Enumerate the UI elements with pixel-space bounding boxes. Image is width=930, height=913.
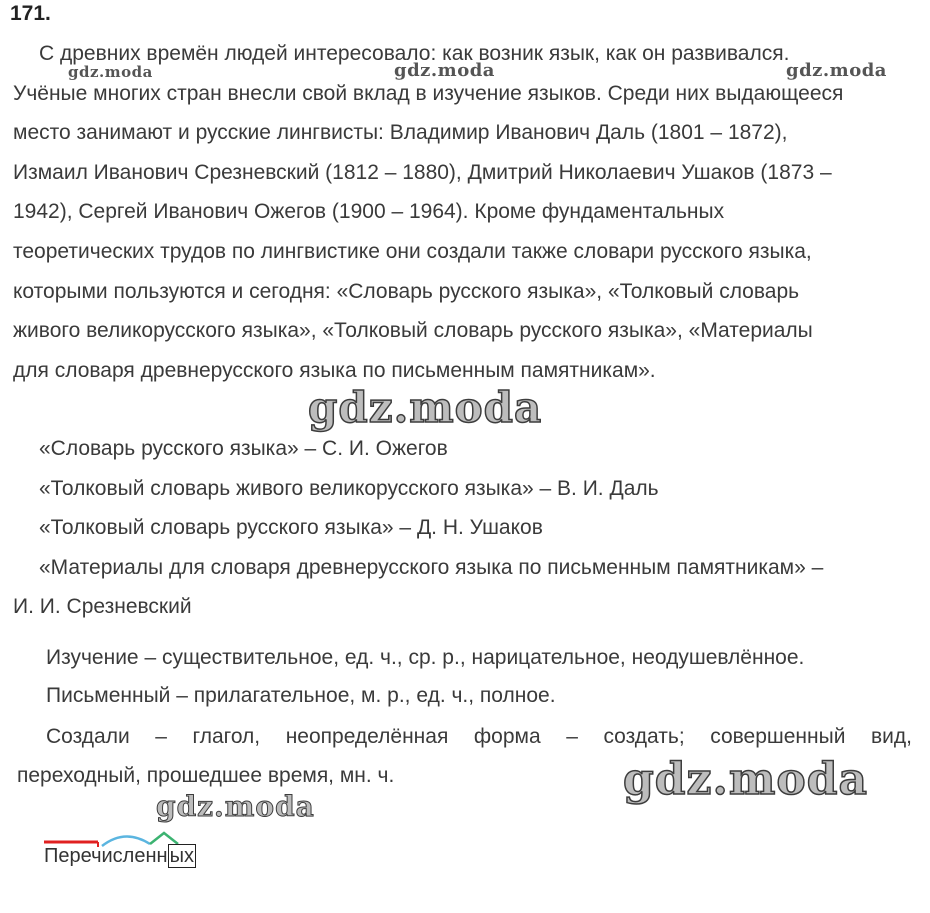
answer-line [39, 556, 910, 580]
watermark: gdz.moda [156, 790, 315, 823]
text-line: живого великорусского языка», «Толковый словарь русского языка», «Материалы [13, 319, 813, 343]
parsed-word [44, 845, 196, 868]
word-ending: ых [169, 845, 194, 867]
word-stem: Перечисленн [44, 845, 168, 867]
watermark: gdz.moda [623, 754, 869, 805]
watermark: gdz.moda [68, 63, 153, 81]
exercise-text [13, 34, 910, 390]
answer-line: «Толковый словарь живого великорусского языка» – В. И. Даль [39, 477, 659, 500]
answer-line: И. И. Срезневский [13, 595, 192, 618]
answer-line: «Словарь русского языка» – С. И. Ожегов [39, 437, 448, 460]
suffix-mark [150, 833, 178, 844]
text-line: С древних времён людей интересовало: как возник язык, как он развивался. [39, 42, 790, 65]
watermark: gdz.moda [786, 60, 887, 81]
watermark: gdz.moda [308, 383, 543, 432]
text-line: Учёные многих стран внесли свой вклад в изучение языков. Среди них выдающееся [13, 81, 844, 105]
text-line: Измаил Иванович Срезневский (1812 – 1880), Дмитрий Николаевич Ушаков (1873 – [13, 160, 832, 184]
exercise-number: 171. [10, 2, 51, 25]
text-line: теоретических трудов по лингвистике они создали также словари русского языка, [13, 239, 812, 263]
text-line: место занимают и русские лингвисты: Владимир Иванович Даль (1801 – 1872), [13, 121, 788, 145]
morphology-line: Письменный – прилагательное, м. р., ед. ч., полное. [46, 684, 556, 707]
text-line: для словаря древнерусского языка по письменным памятникам». [13, 358, 656, 382]
watermark: gdz.moda [394, 60, 495, 81]
answer-text: «Материалы для словаря древнерусского языка по письменным памятникам» – [39, 556, 824, 579]
text-line: которыми пользуются и сегодня: «Словарь русского языка», «Толковый словарь [13, 279, 800, 303]
answer-line: «Толковый словарь русского языка» – Д. Н. Ушаков [39, 516, 543, 539]
morphology-line: Создали – глагол, неопределённая форма – создать; совершенный вид, [46, 725, 912, 748]
text-line: 1942), Сергей Иванович Ожегов (1900 – 1964). Кроме фундаментальных [13, 200, 725, 224]
morphology-line: Изучение – существительное, ед. ч., ср. р., нарицательное, неодушевлённое. [46, 646, 805, 669]
morphology-line: переходный, прошедшее время, мн. ч. [17, 764, 395, 787]
